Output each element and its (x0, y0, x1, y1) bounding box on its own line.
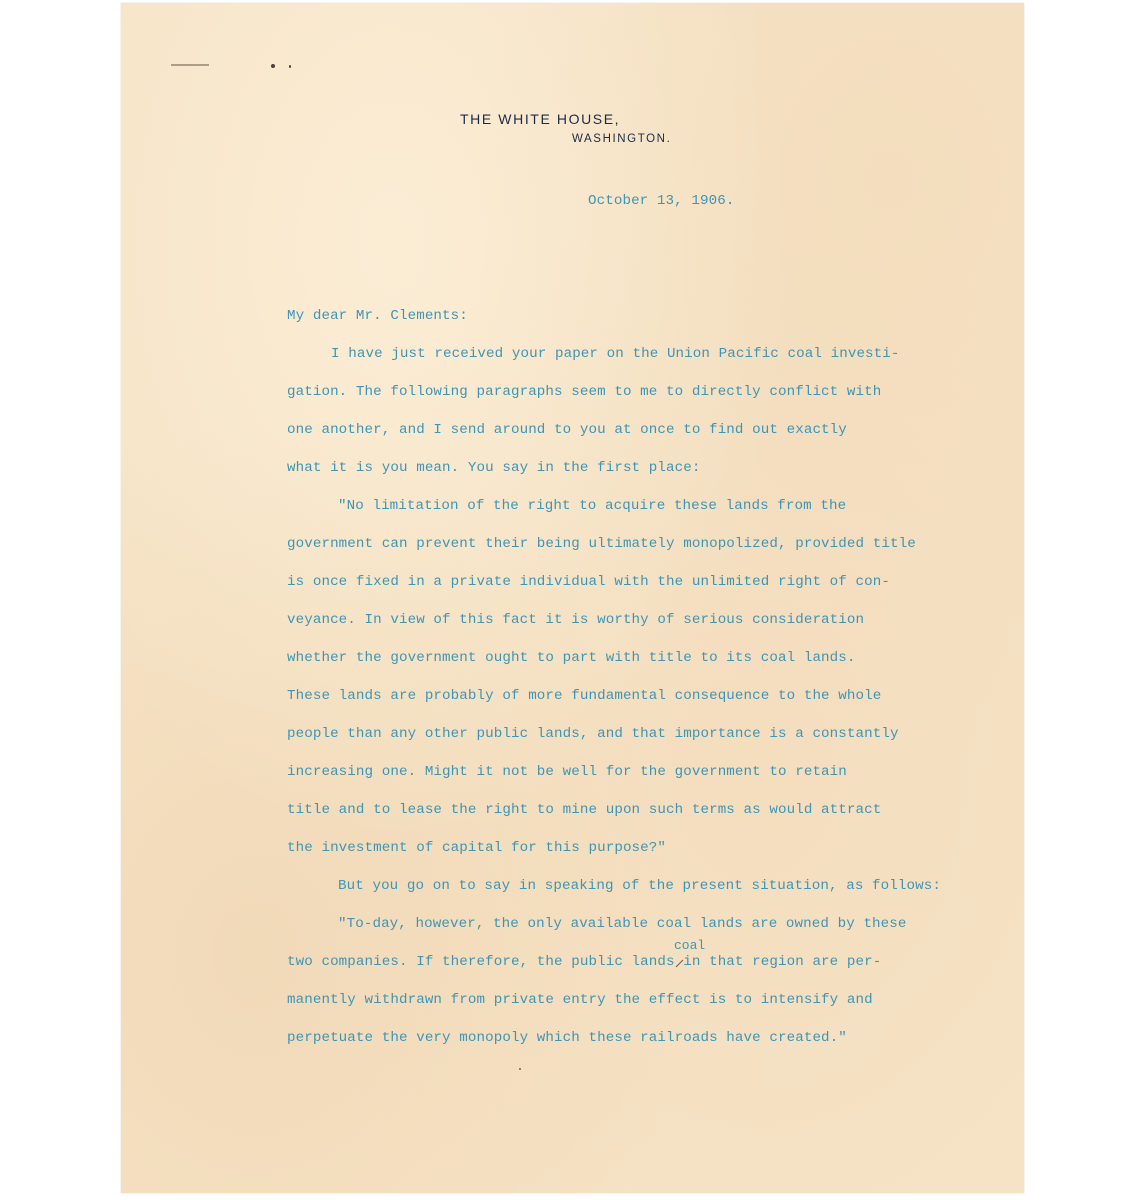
stray-ink-dot (271, 64, 275, 68)
letter-line: veyance. In view of this fact it is worthy of serious consideration (287, 612, 865, 628)
letter-salutation: My dear Mr. Clements: (287, 308, 468, 324)
letter-line: But you go on to say in speaking of the present situation, as follows: (338, 878, 941, 894)
letter-line: what it is you mean. You say in the first place: (287, 460, 701, 476)
letter-line: increasing one. Might it not be well for the government to retain (287, 764, 847, 780)
letter-line: two companies. If therefore, the public lands in that region are per- (287, 954, 882, 970)
letterhead-title: THE WHITE HOUSE, (460, 111, 621, 127)
letter-line: people than any other public lands, and that importance is a constantly (287, 726, 899, 742)
letter-line: is once fixed in a private individual with the unlimited right of con- (287, 574, 890, 590)
letter-line: manently withdrawn from private entry the effect is to intensify and (287, 992, 873, 1008)
letterhead-subtitle: WASHINGTON. (572, 133, 672, 145)
letter-page (121, 3, 1024, 1193)
letter-line: government can prevent their being ultimately monopolized, provided title (287, 536, 916, 552)
letter-line: one another, and I send around to you at once to find out exactly (287, 422, 847, 438)
letter-line: These lands are probably of more fundamental consequence to the whole (287, 688, 882, 704)
letter-date: October 13, 1906. (588, 193, 735, 209)
letter-line: "No limitation of the right to acquire these lands from the (338, 498, 847, 514)
letter-line: whether the government ought to part with title to its coal lands. (287, 650, 856, 666)
letter-line: I have just received your paper on the Union Pacific coal investi- (331, 346, 900, 362)
letter-line: perpetuate the very monopoly which these railroads have created." (287, 1030, 847, 1046)
letter-line: the investment of capital for this purpose?" (287, 840, 667, 856)
stray-pencil-mark (171, 64, 209, 66)
interlinear-insertion: coal (674, 938, 706, 953)
letter-line: gation. The following paragraphs seem to me to directly conflict with (287, 384, 882, 400)
letter-line: "To-day, however, the only available coal lands are owned by these (338, 916, 907, 932)
stray-ink-dot (289, 65, 291, 68)
stray-ink-dot (519, 1068, 521, 1070)
letter-line: title and to lease the right to mine upon such terms as would attract (287, 802, 882, 818)
